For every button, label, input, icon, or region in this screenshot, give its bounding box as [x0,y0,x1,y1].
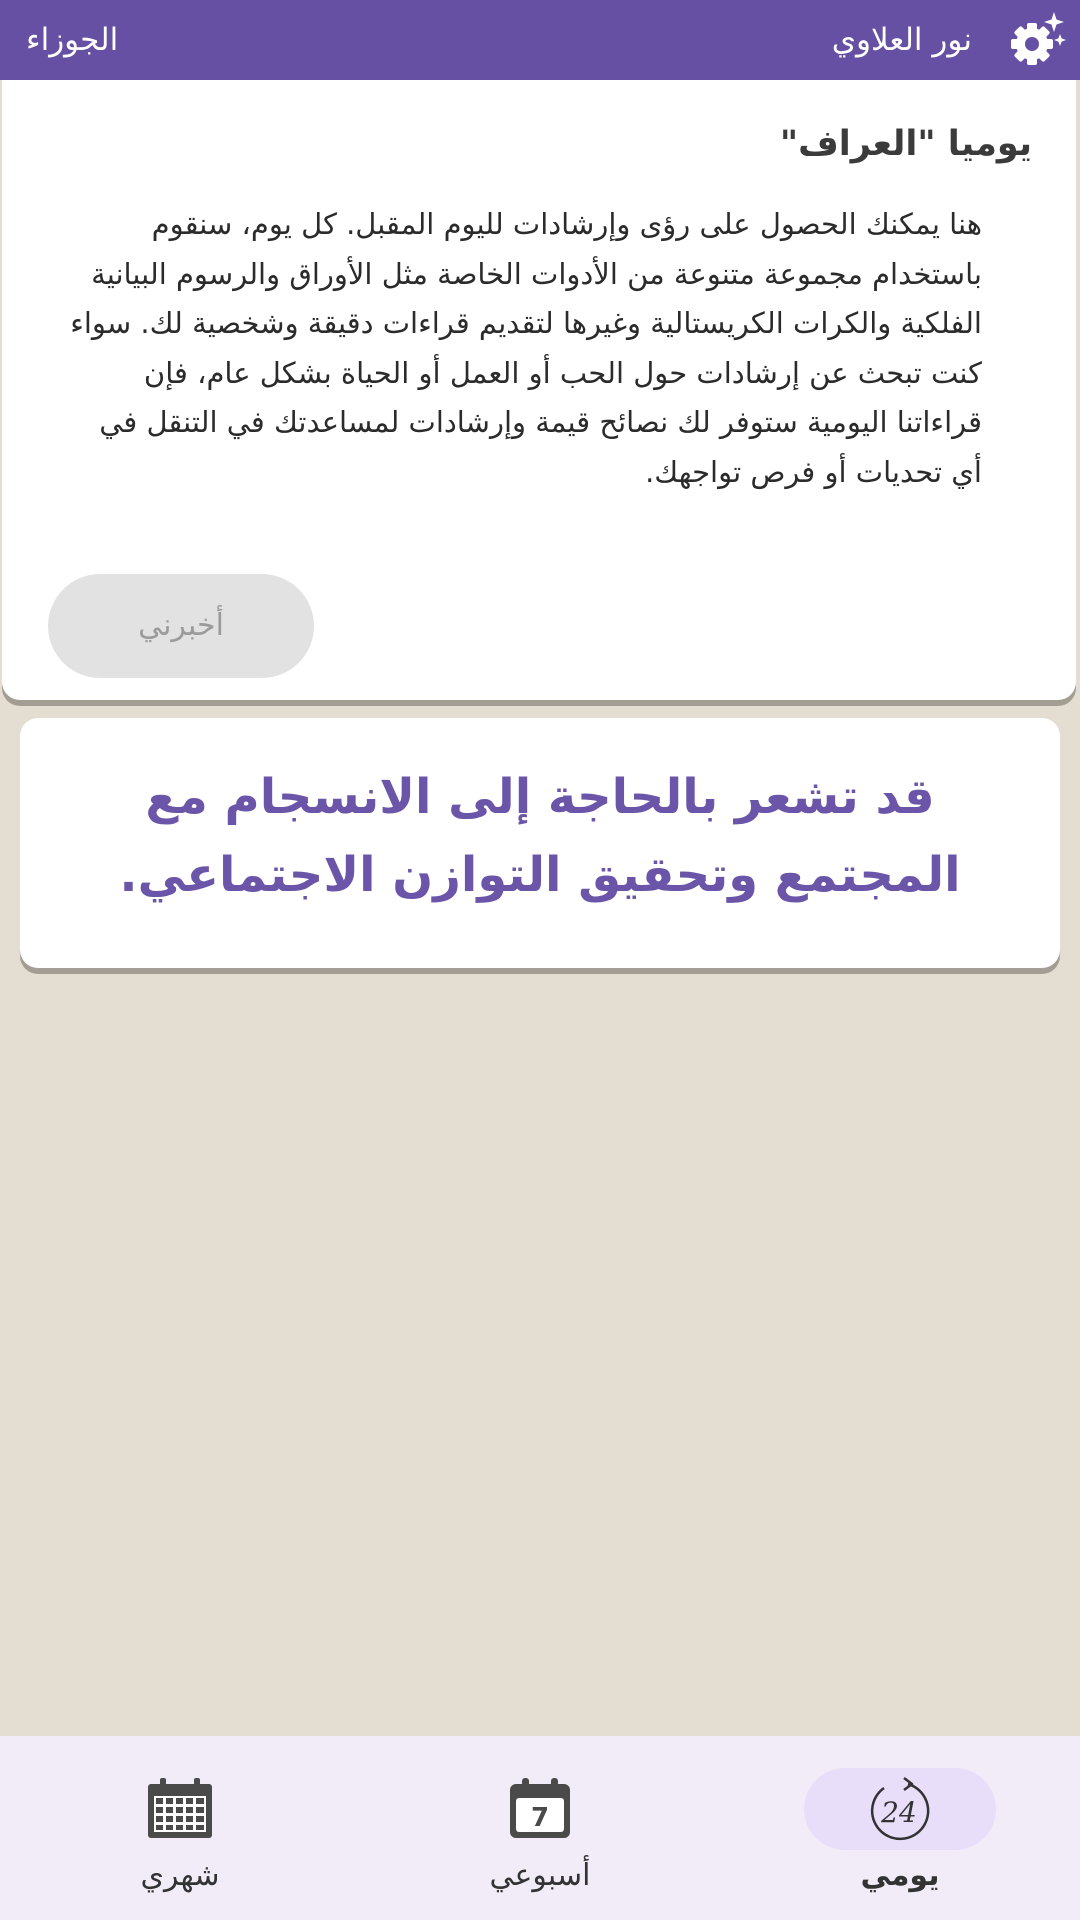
nav-label-weekly: أسبوعي [489,1858,591,1893]
bottom-navigation [0,1736,1080,1920]
calendar-month-icon [144,1776,216,1842]
day-badge-text: 24 [881,1796,917,1829]
calendar-week-icon [504,1776,576,1842]
24-hours-icon [864,1776,936,1842]
card-title: يوميا "العراف" [779,124,1032,164]
tell-me-button[interactable]: أخبرني [48,574,314,678]
week-badge-text: 7 [530,1803,550,1833]
forecast-card [20,718,1060,968]
nav-label-daily: يومي [860,1858,940,1893]
user-name: نور العلاوي [831,22,972,58]
forecast-text: قد تشعر بالحاجة إلى الانسجام مع المجتمع وتحقيق التوازن الاجتماعي. [119,769,961,903]
card-description: هنا يمكنك الحصول على رؤى وإرشادات لليوم المقبل. كل يوم، سنقوم باستخدام مجموعة متنوعة من الأدوات الخاصة مثل الأوراق والرسوم البيانية الفلكية والكرات الكريستالية وغيرها لتقديم قراءات دقيقة وشخصية لك. سواء كنت تبحث عن إرشادات حول الحب أو العمل أو الحياة بشكل عام، فإن قراءاتنا اليومية ستوفر لك نصائح قيمة وإرشادات لمساعدتك في التنقل في أي تحديات أو فرص تواجهك. [70,207,982,489]
nav-item-weekly[interactable] [390,1736,690,1920]
nav-item-daily[interactable] [750,1736,1050,1920]
zodiac-sign-label: الجوزاء [26,22,119,58]
daily-intro-card [2,80,1076,700]
top-app-bar [0,0,1080,80]
settings-sparkle-icon[interactable] [1002,10,1066,70]
nav-label-monthly: شهري [140,1858,220,1893]
nav-item-monthly[interactable] [30,1736,330,1920]
